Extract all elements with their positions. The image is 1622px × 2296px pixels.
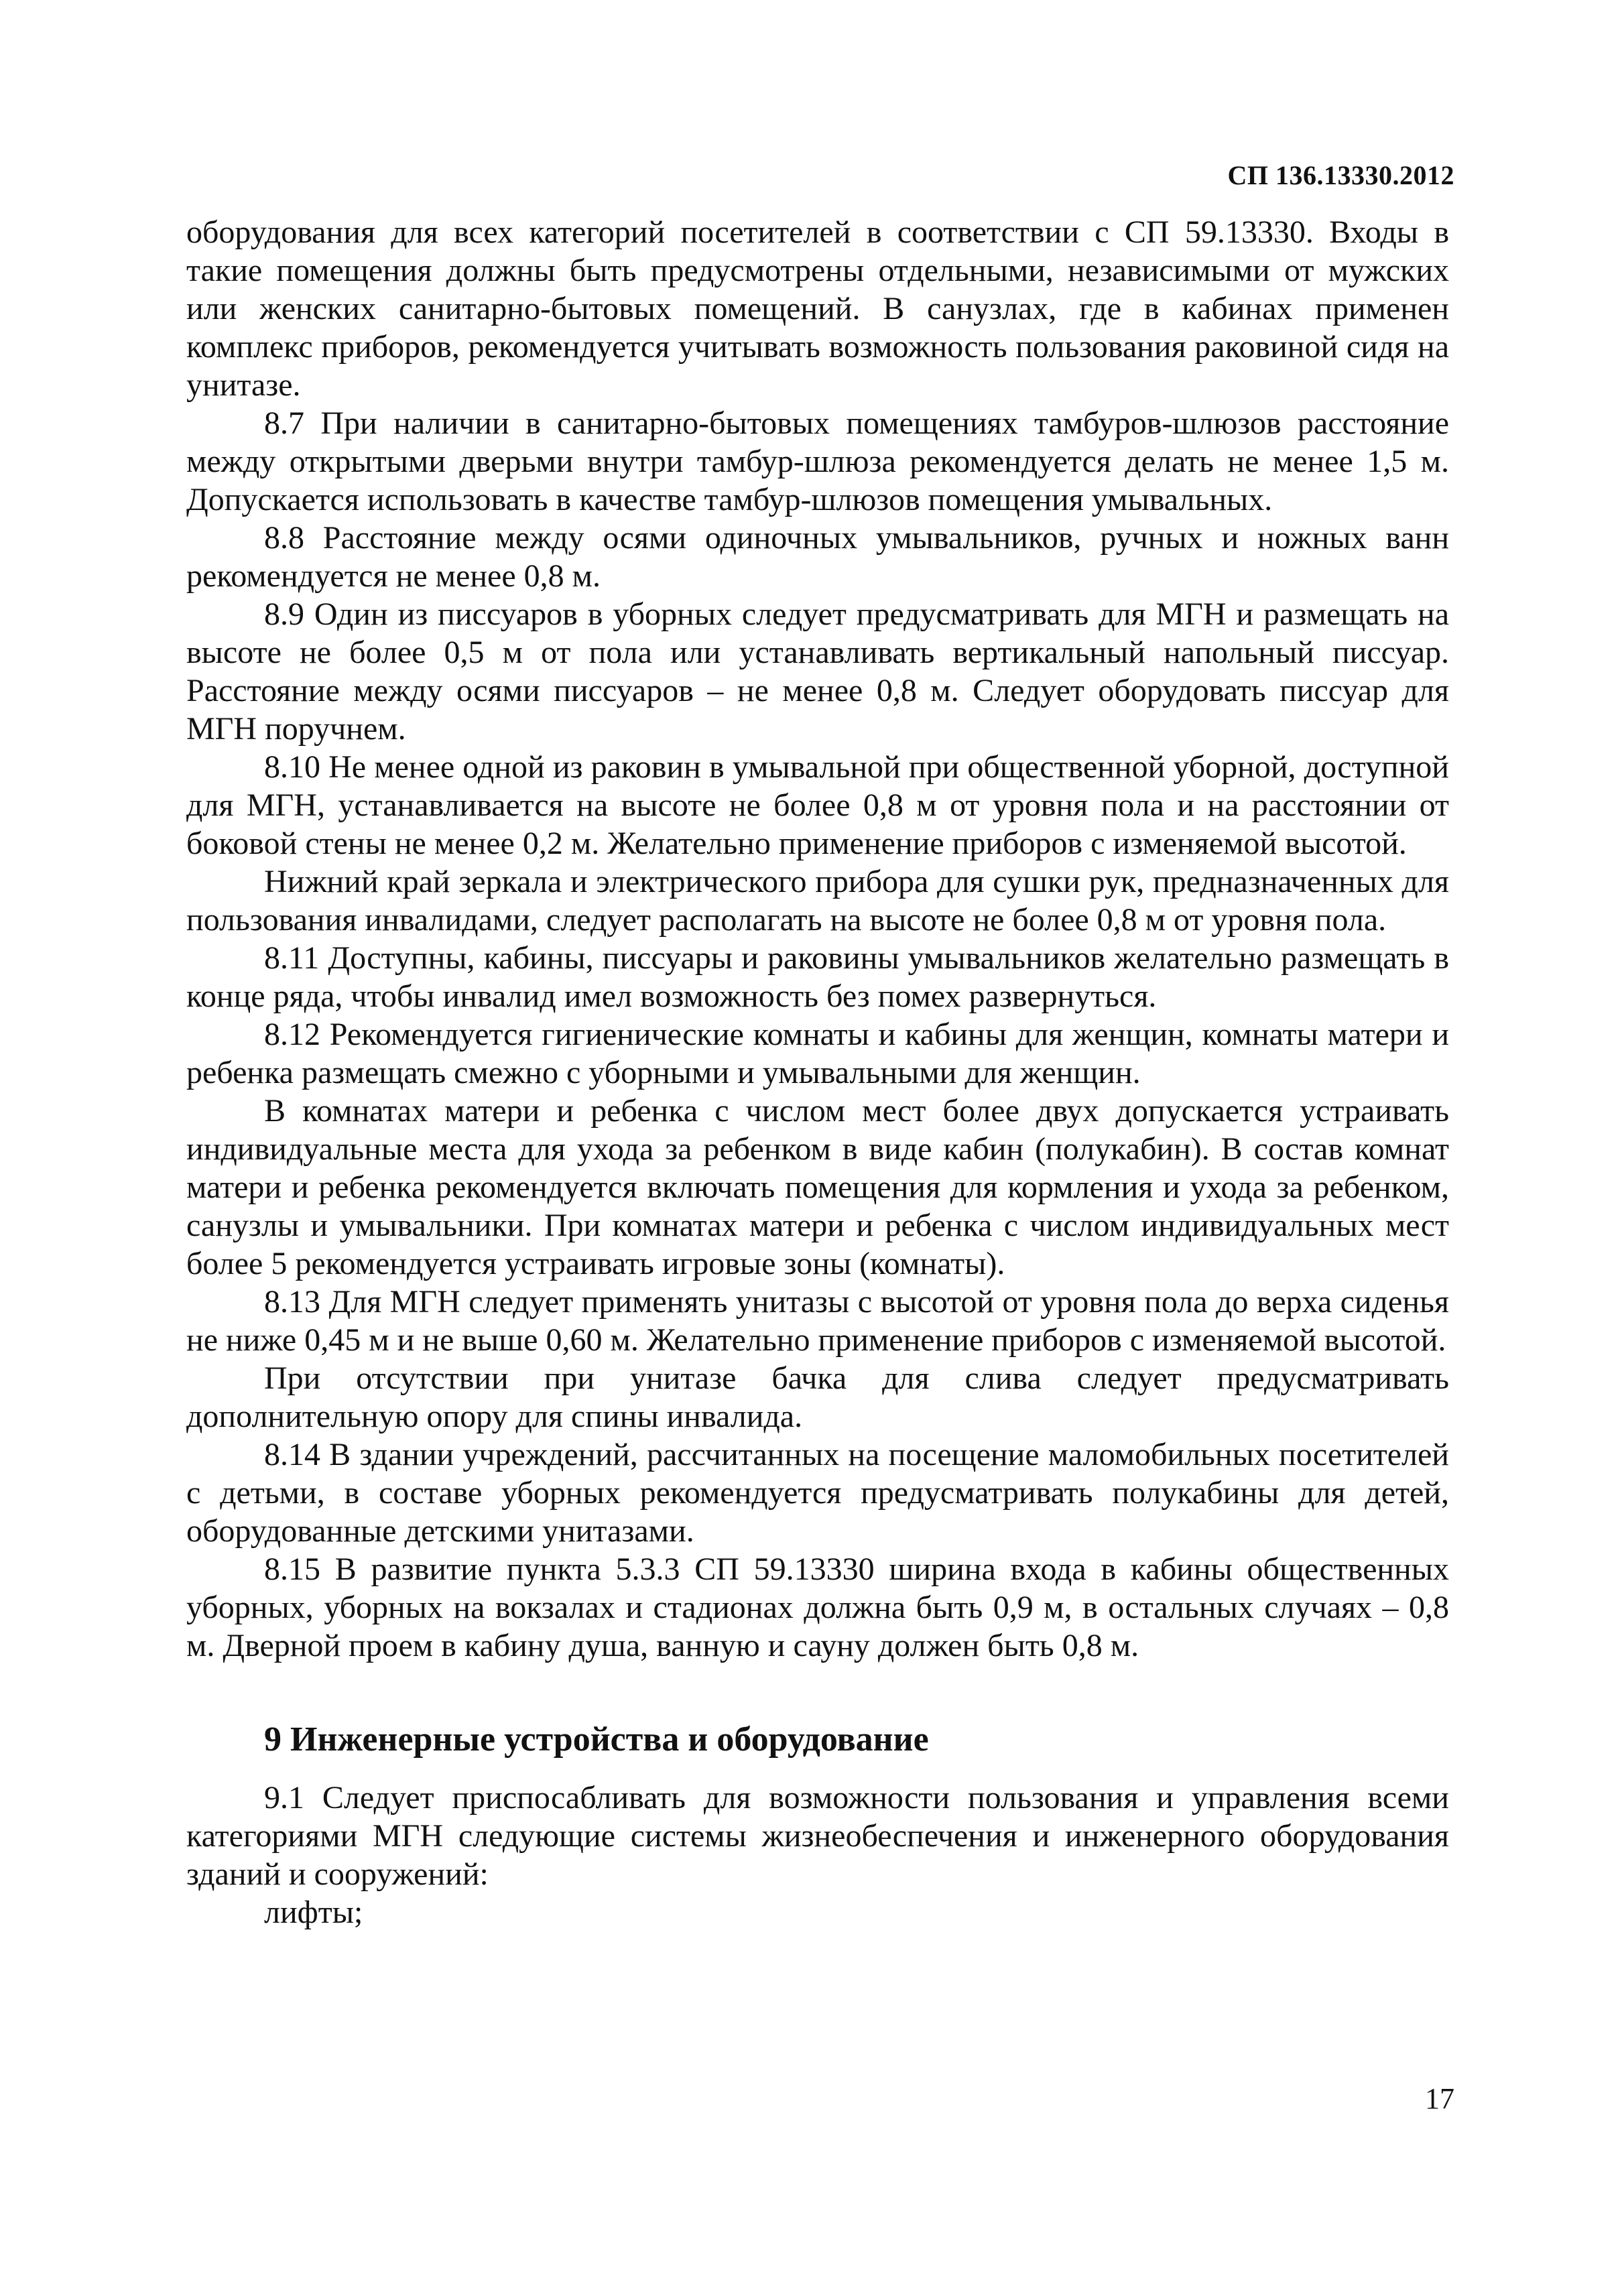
paragraph-8-13-support: При отсутствии при унитазе бачка для слива следует предусматривать дополнительную опору для спины инвалида. xyxy=(186,1360,1449,1434)
paragraph-8-14: 8.14 В здании учреждений, рассчитанных на посещение маломобильных посетителей с детьми, в составе уборных рекомендуется предусматривать полукабины для детей, оборудованные детскими унитазами. xyxy=(186,1437,1449,1549)
paragraph-8-11: 8.11 Доступны, кабины, писсуары и раковины умывальников желательно размещать в конце ряда, чтобы инвалид имел возможность без помех развернуться. xyxy=(186,940,1449,1014)
page-content xyxy=(186,213,1449,1931)
document-code: СП 136.13330.2012 xyxy=(1227,160,1454,190)
paragraph-8-15: 8.15 В развитие пункта 5.3.3 СП 59.13330 ширина входа в кабины общественных уборных, уборных на вокзалах и стадионах должна быть 0,9 м, в остальных случаях – 0,8 м. Дверной проем в кабину душа, ванную и сауну должен быть 0,8 м. xyxy=(186,1551,1449,1663)
paragraph-8-8: 8.8 Расстояние между осями одиночных умывальников, ручных и ножных ванн рекомендуется не менее 0,8 м. xyxy=(186,520,1449,594)
paragraph-8-7: 8.7 При наличии в санитарно-бытовых помещениях тамбуров-шлюзов расстояние между открытыми дверьми внутри тамбур-шлюза рекомендуется делать не менее 1,5 м. Допускается использовать в качестве тамбур-шлюзов помещения умывальных. xyxy=(186,405,1449,517)
page-number: 17 xyxy=(1425,2082,1454,2115)
list-item: лифты; xyxy=(264,1895,363,1930)
section-heading: 9 Инженерные устройства и оборудование xyxy=(264,1720,929,1759)
paragraph-8-12-rooms: В комнатах матери и ребенка с числом мест более двух допускается устраивать индивидуальные места для ухода за ребенком в виде кабин (полукабин). В состав комнат матери и ребенка рекомендуется включать помещения для кормления и ухода за ребенком, санузлы и умывальники. При комнатах матери и ребенка с числом индивидуальных мест более 5 рекомендуется устраивать игровые зоны (комнаты). xyxy=(186,1093,1449,1281)
paragraph-8-9: 8.9 Один из писсуаров в уборных следует предусматривать для МГН и размещать на высоте не более 0,5 м от пола или устанавливать вертикальный напольный писсуар. Расстояние между осями писсуаров – не менее 0,8 м. Следует оборудовать писсуар для МГН поручнем. xyxy=(186,596,1449,747)
paragraph-8-13: 8.13 Для МГН следует применять унитазы с высотой от уровня пола до верха сиденья не ниже 0,45 м и не выше 0,60 м. Желательно применение приборов с изменяемой высотой. xyxy=(186,1284,1449,1358)
paragraph-continuation: оборудования для всех категорий посетителей в соответствии с СП 59.13330. Входы в такие помещения должны быть предусмотрены отдельными, независимыми от мужских или женских санитарно-бытовых помещений. В санузлах, где в кабинах применен комплекс приборов, рекомендуется учитывать возможность пользования раковиной сидя на унитазе. xyxy=(186,214,1449,403)
paragraph-8-10-mirror: Нижний край зеркала и электрического прибора для сушки рук, предназначенных для пользования инвалидами, следует располагать на высоте не более 0,8 м от уровня пола. xyxy=(186,864,1449,938)
paragraph-8-10: 8.10 Не менее одной из раковин в умывальной при общественной уборной, доступной для МГН, устанавливается на высоте не более 0,8 м от уровня пола и на расстоянии от боковой стены не менее 0,2 м. Желательно применение приборов с изменяемой высотой. xyxy=(186,749,1449,861)
paragraph-9-1: 9.1 Следует приспосабливать для возможности пользования и управления всеми категориями МГН следующие системы жизнеобеспечения и инженерного оборудования зданий и сооружений: xyxy=(186,1780,1449,1892)
paragraph-8-12: 8.12 Рекомендуется гигиенические комнаты и кабины для женщин, комнаты матери и ребенка размещать смежно с уборными и умывальными для женщин. xyxy=(186,1017,1449,1090)
